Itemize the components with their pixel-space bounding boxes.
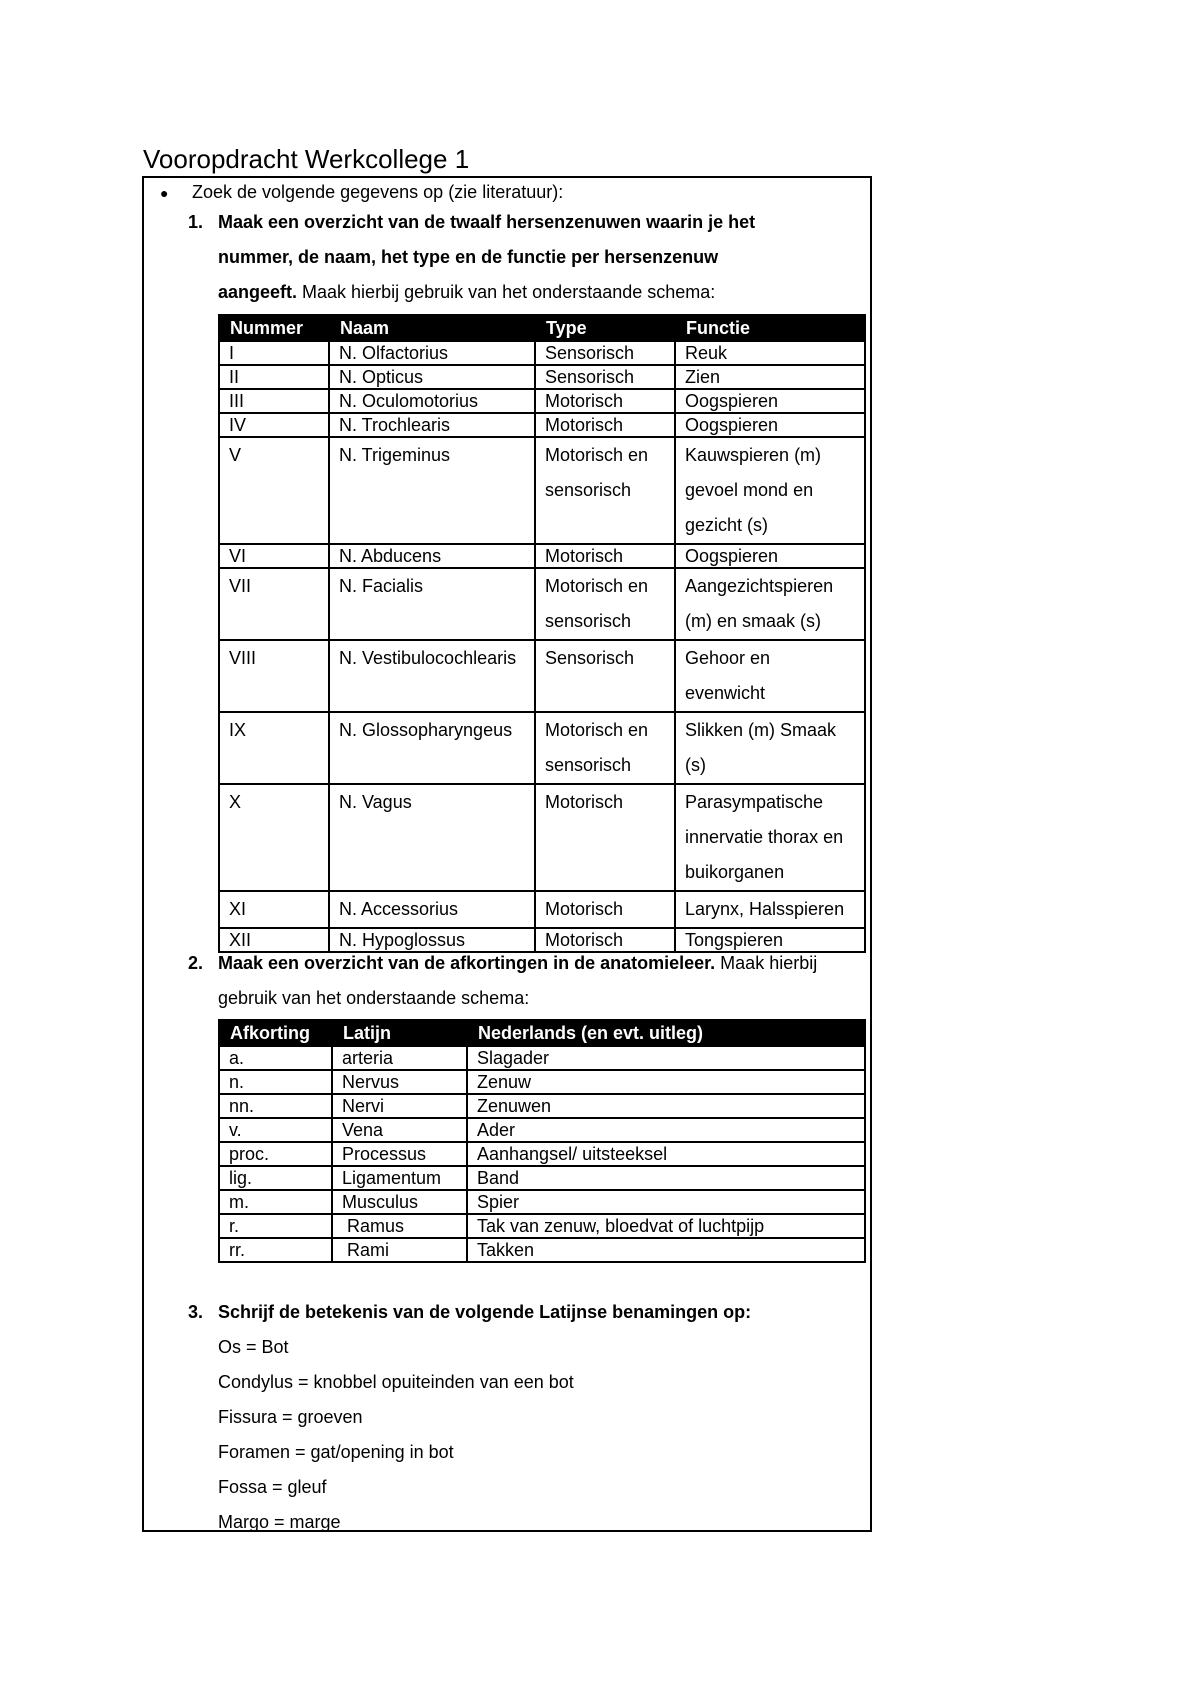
answer-line: Foramen = gat/opening in bot — [218, 1442, 454, 1462]
nerve-table-cell: IV — [219, 413, 329, 437]
abbreviation-table-cell: Zenuwen — [467, 1094, 865, 1118]
table-row — [219, 1094, 865, 1118]
answer-list — [218, 1330, 574, 1540]
nerve-table-cell: Motorisch en sensorisch — [535, 437, 675, 544]
abbreviation-table-cell: nn. — [219, 1094, 332, 1118]
abbreviation-table-cell: v. — [219, 1118, 332, 1142]
table-row — [219, 341, 865, 365]
abbreviation-table-cell: Vena — [332, 1118, 467, 1142]
nerve-table-cell: Aangezichtspieren (m) en smaak (s) — [675, 568, 865, 640]
nerve-table-header-cell: Functie — [675, 315, 865, 341]
nerve-table-cell: Motorisch — [535, 413, 675, 437]
question-2 — [188, 946, 828, 1016]
nerve-table-cell: Tongspieren — [675, 928, 865, 952]
nerve-table-cell: Motorisch en sensorisch — [535, 712, 675, 784]
table-row — [219, 1118, 865, 1142]
abbreviation-table-cell: proc. — [219, 1142, 332, 1166]
nerve-table-cell: Reuk — [675, 341, 865, 365]
table-row — [219, 1046, 865, 1070]
table-row — [219, 1190, 865, 1214]
question-2-rest: Maak hierbij gebruik van het onderstaande schema: — [218, 953, 818, 1008]
nerve-table-cell: II — [219, 365, 329, 389]
nerve-table-cell: Motorisch — [535, 928, 675, 952]
assignment-frame — [142, 176, 872, 1532]
abbreviation-table-cell: Musculus — [332, 1190, 467, 1214]
abbreviation-table-cell: a. — [219, 1046, 332, 1070]
nerve-table-cell: N. Glossopharyngeus — [329, 712, 535, 784]
abbreviation-table-cell: Ligamentum — [332, 1166, 467, 1190]
nerve-table-cell: X — [219, 784, 329, 891]
table-row — [219, 1142, 865, 1166]
nerve-table-header-cell: Type — [535, 315, 675, 341]
nerve-table-cell: N. Oculomotorius — [329, 389, 535, 413]
nerve-table-cell: XII — [219, 928, 329, 952]
page-title: Vooropdracht Werkcollege 1 — [143, 144, 470, 174]
question-3 — [188, 1295, 848, 1330]
abbreviation-table-cell: Zenuw — [467, 1070, 865, 1094]
nerve-table-cell: Motorisch — [535, 389, 675, 413]
question-1-rest: Maak hierbij gebruik van het onderstaande schema: — [297, 282, 716, 302]
nerve-table-cell: Motorisch — [535, 784, 675, 891]
table-row — [219, 544, 865, 568]
nerve-table-cell: N. Trochlearis — [329, 413, 535, 437]
nerve-table-cell: Larynx, Halsspieren — [675, 891, 865, 928]
abbreviation-table-cell: Nervus — [332, 1070, 467, 1094]
abbreviation-table-header-cell: Latijn — [332, 1020, 467, 1046]
nerve-table-cell: VII — [219, 568, 329, 640]
nerve-table-cell: XI — [219, 891, 329, 928]
abbreviation-table-cell: Spier — [467, 1190, 865, 1214]
table-row — [219, 365, 865, 389]
nerve-table-cell: N. Hypoglossus — [329, 928, 535, 952]
table-row — [219, 640, 865, 712]
nerve-table-cell: IX — [219, 712, 329, 784]
table-row — [219, 1070, 865, 1094]
nerve-table-cell: N. Vagus — [329, 784, 535, 891]
nerve-table-header-cell: Naam — [329, 315, 535, 341]
abbreviation-table-cell: arteria — [332, 1046, 467, 1070]
nerve-table-cell: Sensorisch — [535, 341, 675, 365]
question-1 — [188, 205, 788, 310]
table-row — [219, 389, 865, 413]
abbreviation-table-cell: Processus — [332, 1142, 467, 1166]
nerve-table-header-cell: Nummer — [219, 315, 329, 341]
abbreviation-table-cell: Tak van zenuw, bloedvat of luchtpijp — [467, 1214, 865, 1238]
question-number: 2. — [188, 953, 204, 973]
nerve-table-cell: Sensorisch — [535, 365, 675, 389]
nerve-table-cell: N. Facialis — [329, 568, 535, 640]
abbreviation-table-cell: lig. — [219, 1166, 332, 1190]
nerve-table — [218, 314, 866, 953]
nerve-table-cell: N. Vestibulocochlearis — [329, 640, 535, 712]
nerve-table-cell: Motorisch — [535, 891, 675, 928]
question-number: 1. — [188, 212, 204, 232]
nerve-table-cell: N. Accessorius — [329, 891, 535, 928]
nerve-table-cell: V — [219, 437, 329, 544]
nerve-table-cell: N. Opticus — [329, 365, 535, 389]
nerve-table-cell: Gehoor en evenwicht — [675, 640, 865, 712]
abbreviation-table-cell: n. — [219, 1070, 332, 1094]
abbreviation-table-cell: Aanhangsel/ uitsteeksel — [467, 1142, 865, 1166]
table-row — [219, 1166, 865, 1190]
nerve-table-cell: Oogspieren — [675, 413, 865, 437]
nerve-table-cell: I — [219, 341, 329, 365]
abbreviation-table-cell: Takken — [467, 1238, 865, 1262]
nerve-table-cell: Sensorisch — [535, 640, 675, 712]
table-row — [219, 568, 865, 640]
nerve-table-cell: VI — [219, 544, 329, 568]
answer-line: Os = Bot — [218, 1337, 289, 1357]
abbreviation-table-cell: rr. — [219, 1238, 332, 1262]
abbreviation-table-cell: Slagader — [467, 1046, 865, 1070]
nerve-table-cell: N. Abducens — [329, 544, 535, 568]
abbreviation-table-cell: Band — [467, 1166, 865, 1190]
nerve-table-cell: Oogspieren — [675, 544, 865, 568]
nerve-table-cell: Motorisch — [535, 544, 675, 568]
table-row — [219, 891, 865, 928]
table-row — [219, 1214, 865, 1238]
abbreviation-table-header-cell: Nederlands (en evt. uitleg) — [467, 1020, 865, 1046]
abbreviation-table-cell: Ader — [467, 1118, 865, 1142]
abbreviation-table-header-cell: Afkorting — [219, 1020, 332, 1046]
abbreviation-table-cell: Nervi — [332, 1094, 467, 1118]
table-row — [219, 1238, 865, 1262]
abbreviation-table — [218, 1019, 866, 1263]
abbreviation-table-cell: Rami — [332, 1238, 467, 1262]
nerve-table-cell: Kauwspieren (m) gevoel mond en gezicht (s) — [675, 437, 865, 544]
nerve-table-cell: VIII — [219, 640, 329, 712]
question-number: 3. — [188, 1302, 204, 1322]
question-2-bold: Maak een overzicht van de afkortingen in de anatomieleer. — [218, 953, 716, 973]
nerve-table-cell: Zien — [675, 365, 865, 389]
table-row — [219, 413, 865, 437]
nerve-table-cell: Motorisch en sensorisch — [535, 568, 675, 640]
bullet-icon: ● — [160, 185, 169, 201]
nerve-table-cell: N. Olfactorius — [329, 341, 535, 365]
intro-line — [160, 178, 563, 206]
intro-text: Zoek de volgende gegevens op (zie literatuur): — [192, 182, 564, 202]
nerve-table-cell: Slikken (m) Smaak (s) — [675, 712, 865, 784]
abbreviation-table-cell: m. — [219, 1190, 332, 1214]
table-row — [219, 784, 865, 891]
abbreviation-table-cell: Ramus — [332, 1214, 467, 1238]
answer-line: Fossa = gleuf — [218, 1477, 327, 1497]
nerve-table-cell: N. Trigeminus — [329, 437, 535, 544]
nerve-table-cell: Oogspieren — [675, 389, 865, 413]
question-3-bold: Schrijf de betekenis van de volgende Latijnse benamingen op: — [218, 1302, 752, 1322]
answer-line: Fissura = groeven — [218, 1407, 363, 1427]
nerve-table-cell: III — [219, 389, 329, 413]
abbreviation-table-cell: r. — [219, 1214, 332, 1238]
question-1-bold: Maak een overzicht van de twaalf hersenzenuwen waarin je het nummer, de naam, het type en de functie per hersenzenuw aangeeft. — [218, 212, 756, 302]
answer-line: Condylus = knobbel opuiteinden van een bot — [218, 1372, 574, 1392]
table-row — [219, 712, 865, 784]
table-row — [219, 437, 865, 544]
nerve-table-cell: Parasympatische innervatie thorax en buikorganen — [675, 784, 865, 891]
answer-line: Margo = marge — [218, 1512, 341, 1532]
